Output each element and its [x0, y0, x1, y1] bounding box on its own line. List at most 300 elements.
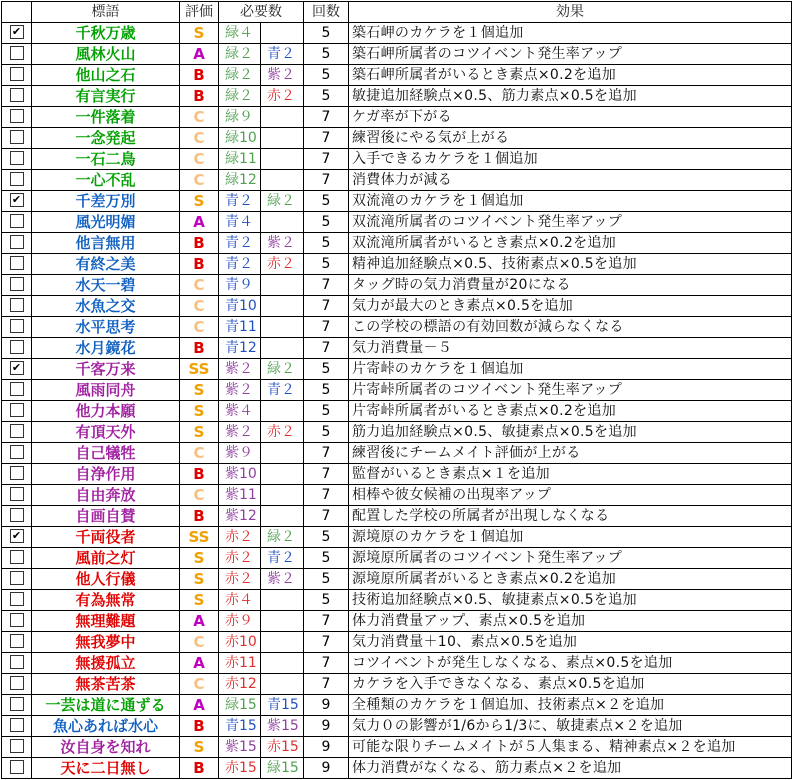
- required-primary-cell: 紫９: [219, 443, 261, 464]
- required-primary-cell: 赤２: [219, 569, 261, 590]
- rank-cell: C: [180, 632, 219, 653]
- row-checkbox[interactable]: [10, 760, 24, 774]
- row-checkbox[interactable]: [10, 109, 24, 123]
- table-row: [2, 86, 792, 107]
- required-primary-cell: 赤12: [219, 674, 261, 695]
- count-cell: 5: [304, 422, 349, 443]
- table-row: [2, 65, 792, 86]
- table-row: [2, 191, 792, 212]
- row-checkbox[interactable]: [10, 172, 24, 186]
- effect-cell: 片寄峠所属者がいるとき素点×0.2を追加: [349, 401, 792, 422]
- effect-cell: 双流滝所属者がいるとき素点×0.2を追加: [349, 233, 792, 254]
- required-secondary-cell: [261, 317, 304, 338]
- effect-cell: 片寄峠所属者のコツイベント発生率アップ: [349, 380, 792, 401]
- row-checkbox[interactable]: [10, 424, 24, 438]
- count-cell: 5: [304, 590, 349, 611]
- count-cell: 5: [304, 86, 349, 107]
- required-secondary-cell: 緑２: [261, 191, 304, 212]
- count-cell: 7: [304, 317, 349, 338]
- motto-cell: 水魚之交: [32, 296, 180, 317]
- table-row: [2, 380, 792, 401]
- checkbox-cell: [2, 401, 32, 422]
- table-row: [2, 527, 792, 548]
- required-primary-cell: 青９: [219, 275, 261, 296]
- rank-cell: S: [180, 590, 219, 611]
- checkbox-cell: [2, 422, 32, 443]
- required-primary-cell: 紫11: [219, 485, 261, 506]
- count-cell: 5: [304, 191, 349, 212]
- row-checkbox[interactable]: [10, 403, 24, 417]
- count-cell: 9: [304, 695, 349, 716]
- checkbox-cell: [2, 632, 32, 653]
- checkbox-cell: [2, 317, 32, 338]
- row-checkbox[interactable]: [10, 676, 24, 690]
- row-checkbox[interactable]: [10, 697, 24, 711]
- effect-cell: 築石岬所属者のコツイベント発生率アップ: [349, 44, 792, 65]
- rank-cell: A: [180, 212, 219, 233]
- required-primary-cell: 青11: [219, 317, 261, 338]
- table-row: [2, 275, 792, 296]
- effect-cell: 可能な限りチームメイトが５人集まる、精神素点×２を追加: [349, 737, 792, 758]
- motto-cell: 魚心あれば水心: [32, 716, 180, 737]
- rank-cell: SS: [180, 359, 219, 380]
- required-secondary-cell: [261, 170, 304, 191]
- required-primary-cell: 赤９: [219, 611, 261, 632]
- table-row: [2, 212, 792, 233]
- checkbox-cell: [2, 758, 32, 779]
- count-cell: 7: [304, 464, 349, 485]
- header-effect: 効果: [349, 2, 792, 23]
- motto-cell: 水天一碧: [32, 275, 180, 296]
- motto-cell: 自画自賛: [32, 506, 180, 527]
- motto-cell: 千客万来: [32, 359, 180, 380]
- rank-cell: A: [180, 653, 219, 674]
- rank-cell: B: [180, 506, 219, 527]
- effect-cell: 双流滝所属者のコツイベント発生率アップ: [349, 212, 792, 233]
- required-secondary-cell: [261, 485, 304, 506]
- rank-cell: C: [180, 674, 219, 695]
- checkbox-cell: [2, 254, 32, 275]
- row-checkbox[interactable]: [10, 214, 24, 228]
- required-primary-cell: 青２: [219, 233, 261, 254]
- table-row: [2, 254, 792, 275]
- required-secondary-cell: 赤15: [261, 737, 304, 758]
- rank-cell: S: [180, 380, 219, 401]
- effect-cell: 体力消費量アップ、素点×0.5を追加: [349, 611, 792, 632]
- table-row: [2, 590, 792, 611]
- motto-cell: 一心不乱: [32, 170, 180, 191]
- effect-cell: ケガ率が下がる: [349, 107, 792, 128]
- checkbox-cell: [2, 674, 32, 695]
- motto-cell: 千秋万歳: [32, 23, 180, 44]
- table-row: [2, 317, 792, 338]
- row-checkbox[interactable]: [10, 235, 24, 249]
- row-checkbox[interactable]: ✔: [10, 529, 24, 543]
- checkbox-cell: [2, 275, 32, 296]
- required-secondary-cell: [261, 212, 304, 233]
- table-row: [2, 611, 792, 632]
- rank-cell: B: [180, 338, 219, 359]
- motto-cell: 千両役者: [32, 527, 180, 548]
- checkbox-cell: [2, 128, 32, 149]
- checkbox-cell: [2, 590, 32, 611]
- effect-cell: 練習後にやる気が上がる: [349, 128, 792, 149]
- effect-cell: 築石岬所属者がいるとき素点×0.2を追加: [349, 65, 792, 86]
- count-cell: 7: [304, 275, 349, 296]
- row-checkbox[interactable]: [10, 277, 24, 291]
- required-primary-cell: 青12: [219, 338, 261, 359]
- motto-cell: 一石二鳥: [32, 149, 180, 170]
- rank-cell: B: [180, 233, 219, 254]
- required-secondary-cell: [261, 443, 304, 464]
- checkbox-cell: [2, 464, 32, 485]
- rank-cell: B: [180, 758, 219, 779]
- table-row: [2, 149, 792, 170]
- required-primary-cell: 青４: [219, 212, 261, 233]
- required-primary-cell: 緑９: [219, 107, 261, 128]
- required-secondary-cell: 赤２: [261, 86, 304, 107]
- required-primary-cell: 紫15: [219, 737, 261, 758]
- required-secondary-cell: [261, 149, 304, 170]
- required-secondary-cell: 紫２: [261, 233, 304, 254]
- motto-cell: 水平思考: [32, 317, 180, 338]
- rank-cell: C: [180, 485, 219, 506]
- table-row: [2, 338, 792, 359]
- effect-cell: 配置した学校の所属者が出現しなくなる: [349, 506, 792, 527]
- required-secondary-cell: [261, 338, 304, 359]
- required-primary-cell: 緑10: [219, 128, 261, 149]
- count-cell: 5: [304, 569, 349, 590]
- effect-cell: 相棒や彼女候補の出現率アップ: [349, 485, 792, 506]
- row-checkbox[interactable]: [10, 718, 24, 732]
- header-row: [2, 2, 792, 23]
- row-checkbox[interactable]: [10, 46, 24, 60]
- required-primary-cell: 赤２: [219, 548, 261, 569]
- required-secondary-cell: 赤２: [261, 254, 304, 275]
- row-checkbox[interactable]: ✔: [10, 193, 24, 207]
- checkbox-cell: [2, 212, 32, 233]
- row-checkbox[interactable]: [10, 613, 24, 627]
- motto-cell: 他言無用: [32, 233, 180, 254]
- checkbox-cell: [2, 65, 32, 86]
- checkbox-cell: [2, 653, 32, 674]
- row-checkbox[interactable]: [10, 487, 24, 501]
- motto-cell: 一念発起: [32, 128, 180, 149]
- motto-cell: 他人行儀: [32, 569, 180, 590]
- required-secondary-cell: [261, 611, 304, 632]
- count-cell: 9: [304, 758, 349, 779]
- required-secondary-cell: [261, 632, 304, 653]
- required-primary-cell: 紫10: [219, 464, 261, 485]
- required-secondary-cell: 赤２: [261, 422, 304, 443]
- checkbox-cell: [2, 296, 32, 317]
- count-cell: 5: [304, 401, 349, 422]
- table-row: [2, 695, 792, 716]
- table-row: [2, 128, 792, 149]
- table-row: [2, 23, 792, 44]
- required-secondary-cell: 青２: [261, 380, 304, 401]
- row-checkbox[interactable]: ✔: [10, 361, 24, 375]
- effect-cell: カケラを入手できなくなる、素点×0.5を追加: [349, 674, 792, 695]
- required-primary-cell: 青２: [219, 254, 261, 275]
- motto-cell: 風雨同舟: [32, 380, 180, 401]
- motto-cell: 自由奔放: [32, 485, 180, 506]
- required-secondary-cell: 緑２: [261, 527, 304, 548]
- count-cell: 5: [304, 548, 349, 569]
- rank-cell: C: [180, 443, 219, 464]
- count-cell: 5: [304, 212, 349, 233]
- table-row: [2, 569, 792, 590]
- motto-cell: 有為無常: [32, 590, 180, 611]
- rank-cell: A: [180, 611, 219, 632]
- required-secondary-cell: [261, 401, 304, 422]
- table-row: [2, 737, 792, 758]
- required-secondary-cell: [261, 275, 304, 296]
- checkbox-cell: [2, 485, 32, 506]
- motto-cell: 風前之灯: [32, 548, 180, 569]
- table-row: [2, 758, 792, 779]
- count-cell: 5: [304, 359, 349, 380]
- required-primary-cell: 紫４: [219, 401, 261, 422]
- effect-cell: 消費体力が減る: [349, 170, 792, 191]
- required-primary-cell: 緑15: [219, 695, 261, 716]
- row-checkbox[interactable]: [10, 655, 24, 669]
- motto-cell: 自浄作用: [32, 464, 180, 485]
- count-cell: 7: [304, 443, 349, 464]
- required-primary-cell: 紫２: [219, 359, 261, 380]
- checkbox-cell: [2, 149, 32, 170]
- rank-cell: C: [180, 170, 219, 191]
- checkbox-cell: [2, 443, 32, 464]
- header-rank: 評価: [180, 2, 219, 23]
- row-checkbox[interactable]: [10, 508, 24, 522]
- required-primary-cell: 青10: [219, 296, 261, 317]
- checkbox-cell: [2, 338, 32, 359]
- motto-cell: 他力本願: [32, 401, 180, 422]
- table-row: [2, 443, 792, 464]
- row-checkbox[interactable]: [10, 151, 24, 165]
- effect-cell: 源境原のカケラを１個追加: [349, 527, 792, 548]
- row-checkbox[interactable]: [10, 256, 24, 270]
- motto-cell: 風林火山: [32, 44, 180, 65]
- motto-cell: 天に二日無し: [32, 758, 180, 779]
- required-secondary-cell: [261, 674, 304, 695]
- count-cell: 5: [304, 23, 349, 44]
- required-primary-cell: 赤15: [219, 758, 261, 779]
- count-cell: 7: [304, 296, 349, 317]
- checkbox-cell: [2, 44, 32, 65]
- effect-cell: コツイベントが発生しなくなる、素点×0.5を追加: [349, 653, 792, 674]
- table-row: [2, 716, 792, 737]
- motto-cell: 有終之美: [32, 254, 180, 275]
- checkbox-cell: [2, 569, 32, 590]
- required-primary-cell: 紫２: [219, 422, 261, 443]
- row-checkbox[interactable]: [10, 319, 24, 333]
- table-row: [2, 653, 792, 674]
- checkbox-cell: [2, 548, 32, 569]
- rank-cell: C: [180, 149, 219, 170]
- effect-cell: この学校の標語の有効回数が減らなくなる: [349, 317, 792, 338]
- checkbox-cell: [2, 695, 32, 716]
- row-checkbox[interactable]: [10, 466, 24, 480]
- motto-cell: 一芸は道に通ずる: [32, 695, 180, 716]
- effect-cell: 敏捷追加経験点×0.5、筋力素点×0.5を追加: [349, 86, 792, 107]
- required-secondary-cell: [261, 653, 304, 674]
- row-checkbox[interactable]: [10, 88, 24, 102]
- row-checkbox[interactable]: [10, 340, 24, 354]
- rank-cell: S: [180, 422, 219, 443]
- effect-cell: 源境原所属者のコツイベント発生率アップ: [349, 548, 792, 569]
- count-cell: 5: [304, 233, 349, 254]
- rank-cell: SS: [180, 527, 219, 548]
- effect-cell: 入手できるカケラを１個追加: [349, 149, 792, 170]
- rank-cell: A: [180, 695, 219, 716]
- count-cell: 5: [304, 44, 349, 65]
- checkbox-cell: [2, 737, 32, 758]
- rank-cell: B: [180, 65, 219, 86]
- table-row: [2, 422, 792, 443]
- checkbox-cell: [2, 716, 32, 737]
- effect-cell: タッグ時の気力消費量が20になる: [349, 275, 792, 296]
- motto-cell: 無理難題: [32, 611, 180, 632]
- motto-cell: 無我夢中: [32, 632, 180, 653]
- row-checkbox[interactable]: [10, 592, 24, 606]
- required-primary-cell: 緑４: [219, 23, 261, 44]
- checkbox-cell: [2, 170, 32, 191]
- required-secondary-cell: [261, 296, 304, 317]
- row-checkbox[interactable]: [10, 571, 24, 585]
- count-cell: 7: [304, 170, 349, 191]
- checkbox-cell: [2, 86, 32, 107]
- count-cell: 5: [304, 254, 349, 275]
- required-secondary-cell: [261, 506, 304, 527]
- table-row: [2, 107, 792, 128]
- row-checkbox[interactable]: [10, 550, 24, 564]
- required-secondary-cell: 緑２: [261, 359, 304, 380]
- header-required: 必要数: [219, 2, 304, 23]
- count-cell: 7: [304, 128, 349, 149]
- rank-cell: S: [180, 191, 219, 212]
- required-primary-cell: 青２: [219, 191, 261, 212]
- table-row: [2, 506, 792, 527]
- table-row: [2, 548, 792, 569]
- table-row: [2, 674, 792, 695]
- row-checkbox[interactable]: [10, 445, 24, 459]
- effect-cell: 監督がいるとき素点×１を追加: [349, 464, 792, 485]
- effect-cell: 源境原所属者がいるとき素点×0.2を追加: [349, 569, 792, 590]
- table-row: [2, 485, 792, 506]
- rank-cell: B: [180, 464, 219, 485]
- checkbox-cell: [2, 527, 32, 548]
- required-primary-cell: 緑２: [219, 44, 261, 65]
- required-secondary-cell: 青15: [261, 695, 304, 716]
- count-cell: 7: [304, 632, 349, 653]
- effect-cell: 体力消費がなくなる、筋力素点×２を追加: [349, 758, 792, 779]
- rank-cell: C: [180, 317, 219, 338]
- header-check: [2, 2, 32, 23]
- rank-cell: C: [180, 296, 219, 317]
- required-secondary-cell: 青２: [261, 44, 304, 65]
- count-cell: 9: [304, 716, 349, 737]
- motto-table: [1, 1, 792, 779]
- motto-cell: 千差万別: [32, 191, 180, 212]
- count-cell: 7: [304, 149, 349, 170]
- required-primary-cell: 赤10: [219, 632, 261, 653]
- table-row: [2, 359, 792, 380]
- rank-cell: C: [180, 128, 219, 149]
- row-checkbox[interactable]: [10, 130, 24, 144]
- effect-cell: 片寄峠のカケラを１個追加: [349, 359, 792, 380]
- rank-cell: B: [180, 86, 219, 107]
- checkbox-cell: [2, 359, 32, 380]
- motto-cell: 無援孤立: [32, 653, 180, 674]
- checkbox-cell: [2, 191, 32, 212]
- motto-cell: 自己犠牲: [32, 443, 180, 464]
- required-primary-cell: 赤２: [219, 527, 261, 548]
- row-checkbox[interactable]: ✔: [10, 25, 24, 39]
- motto-cell: 有言実行: [32, 86, 180, 107]
- table-row: [2, 296, 792, 317]
- count-cell: 9: [304, 737, 349, 758]
- count-cell: 5: [304, 527, 349, 548]
- row-checkbox[interactable]: [10, 634, 24, 648]
- rank-cell: S: [180, 548, 219, 569]
- checkbox-cell: [2, 380, 32, 401]
- rank-cell: A: [180, 44, 219, 65]
- effect-cell: 双流滝のカケラを１個追加: [349, 191, 792, 212]
- required-secondary-cell: [261, 128, 304, 149]
- effect-cell: 全種類のカケラを１個追加、技術素点×２を追加: [349, 695, 792, 716]
- header-count: 回数: [304, 2, 349, 23]
- required-secondary-cell: 青２: [261, 548, 304, 569]
- required-secondary-cell: [261, 23, 304, 44]
- effect-cell: 気力消費量－５: [349, 338, 792, 359]
- effect-cell: 気力消費量＋10、素点×0.5を追加: [349, 632, 792, 653]
- effect-cell: 精神追加経験点×0.5、技術素点×0.5を追加: [349, 254, 792, 275]
- count-cell: 7: [304, 674, 349, 695]
- checkbox-cell: [2, 107, 32, 128]
- required-primary-cell: 緑12: [219, 170, 261, 191]
- required-primary-cell: 赤４: [219, 590, 261, 611]
- required-primary-cell: 緑２: [219, 86, 261, 107]
- table-row: [2, 44, 792, 65]
- required-primary-cell: 紫２: [219, 380, 261, 401]
- count-cell: 7: [304, 611, 349, 632]
- required-secondary-cell: 紫15: [261, 716, 304, 737]
- required-secondary-cell: [261, 464, 304, 485]
- count-cell: 7: [304, 338, 349, 359]
- motto-cell: 有頂天外: [32, 422, 180, 443]
- row-checkbox[interactable]: [10, 382, 24, 396]
- required-secondary-cell: 緑15: [261, 758, 304, 779]
- effect-cell: 気力が最大のとき素点×0.5を追加: [349, 296, 792, 317]
- effect-cell: 筋力追加経験点×0.5、敏捷素点×0.5を追加: [349, 422, 792, 443]
- count-cell: 7: [304, 653, 349, 674]
- row-checkbox[interactable]: [10, 67, 24, 81]
- rank-cell: B: [180, 716, 219, 737]
- checkbox-cell: [2, 233, 32, 254]
- effect-cell: 築石岬のカケラを１個追加: [349, 23, 792, 44]
- count-cell: 7: [304, 485, 349, 506]
- row-checkbox[interactable]: [10, 739, 24, 753]
- count-cell: 5: [304, 65, 349, 86]
- required-primary-cell: 緑11: [219, 149, 261, 170]
- rank-cell: S: [180, 737, 219, 758]
- required-primary-cell: 紫12: [219, 506, 261, 527]
- table-row: [2, 233, 792, 254]
- row-checkbox[interactable]: [10, 298, 24, 312]
- table-row: [2, 464, 792, 485]
